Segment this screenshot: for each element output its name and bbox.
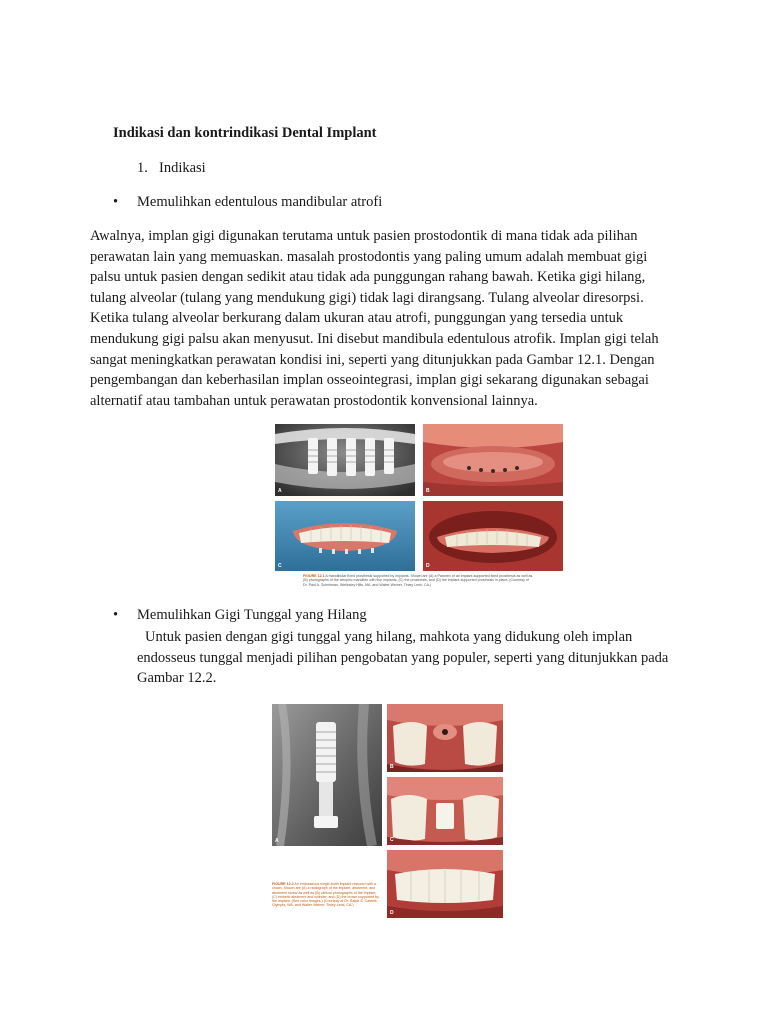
- paragraph-gigi-tunggal: [137, 627, 677, 689]
- figure-12-1-caption: [303, 574, 533, 587]
- figure-panel-xray: [275, 424, 415, 496]
- panel-letter: D: [390, 910, 394, 916]
- bullet-icon: •: [113, 194, 119, 210]
- prosthesis-photo-image: [275, 501, 415, 571]
- caption-text: A mandibular fixed prosthesis supported by implants. Shown are (A) a Panorex of an implant-supported fixed prosthesis as well as (B) photographs of the atrophic mandible with five implants, (C) the prosthesis, and (D) the implant-supported prosthesis in place. (Courtesy of Dr. Paul A. Schnitman, Wellesley Hills, MA, and Walter Weiner, Tinley Lenk, CA.): [303, 574, 533, 587]
- implant-site-photo-image: [387, 704, 503, 772]
- bullet-label: Memulihkan edentulous mandibular atrofi: [137, 194, 383, 210]
- caption-label: FIGURE 12.2: [272, 882, 294, 886]
- bullet-label: Memulihkan Gigi Tunggal yang Hilang: [137, 607, 367, 623]
- list-number: 1.: [137, 160, 148, 176]
- page-title: Indikasi dan kontrindikasi Dental Implant: [113, 125, 377, 141]
- mandible-photo-image: [423, 424, 563, 496]
- panel-letter: B: [390, 764, 394, 770]
- figure-12-1: [275, 424, 565, 594]
- panel-letter: A: [275, 838, 279, 844]
- figure-12-2-caption: [272, 882, 382, 908]
- prosthesis-in-place-image: [423, 501, 563, 571]
- bullet-icon: •: [113, 607, 119, 623]
- panel-letter: B: [426, 488, 430, 494]
- figure-panel-crown: [387, 850, 503, 918]
- paragraph-rest: endosseus tunggal menjadi pilihan pengobatan yang populer, seperti yang ditunjukkan pada Gambar 12.2.: [137, 649, 669, 687]
- figure-panel-mandible: [423, 424, 563, 496]
- bullet-item-atrofi: [113, 194, 382, 211]
- bullet-item-gigi-tunggal: [113, 607, 367, 624]
- caption-label: FIGURE 12.1: [303, 574, 325, 578]
- figure-panel-in-place: [423, 501, 563, 571]
- panel-letter: A: [278, 488, 282, 494]
- panel-letter: D: [426, 563, 430, 569]
- numbered-item-indikasi: [137, 160, 206, 177]
- caption-text: An endosseous single-tooth implant restored with a crown. Shown are (A) a radiograph of the implant, abutment, and abutment screw as well as (B) clinical photographs of the implant, (C) esthetic abutment and cylinder, and (D) the crown supported by the implant. (See color images.) (Courtesy of Dr. Ralph S. Castelli, Olympia, WA, and Walter Weiner, Tinley Lenk, CA.): [272, 882, 379, 908]
- paragraph-atrofi: Awalnya, implan gigi digunakan terutama untuk pasien prostodontik di mana tidak ada pilihan perawatan lain yang memuaskan. masalah prostodontis yang paling umum adalah membuat gigi palsu untuk pasien dengan sedikit atau tidak ada punggungan rahang bawah. Ketika gigi hilang, tulang alveolar (tulang yang mendukung gigi) tidak lagi dirangsang. Tulang alveolar diresorpsi. Ketika tulang alveolar berkurang dalam ukuran atau atrofi, punggungan yang tersedia untuk mendukung gigi palsu akan menyusut. Ini disebut mandibula edentulous atrofik. Implan gigi telah sangat meningkatkan perawatan kondisi ini, seperti yang ditunjukkan pada Gambar 12.1. Dengan pengembangan dan keberhasilan implan osseointegrasi, implan gigi sekarang digunakan sebagai alternatif atau tambahan untuk perawatan prostodontik konvensional lainnya.: [90, 228, 659, 409]
- paragraph-first-line: Untuk pasien dengan gigi tunggal yang hilang, mahkota yang didukung oleh implan: [145, 629, 633, 645]
- panel-letter: C: [278, 563, 282, 569]
- figure-panel-implant-site: [387, 704, 503, 772]
- figure-12-2: [272, 704, 505, 918]
- radiograph-image: [272, 704, 382, 846]
- figure-panel-abutment: [387, 777, 503, 845]
- panel-letter: C: [390, 837, 394, 843]
- figure-panel-radiograph: [272, 704, 382, 846]
- list-label: Indikasi: [159, 160, 206, 176]
- crown-photo-image: [387, 850, 503, 918]
- abutment-photo-image: [387, 777, 503, 845]
- figure-panel-prosthesis: [275, 501, 415, 571]
- panoramic-xray-image: [275, 424, 415, 496]
